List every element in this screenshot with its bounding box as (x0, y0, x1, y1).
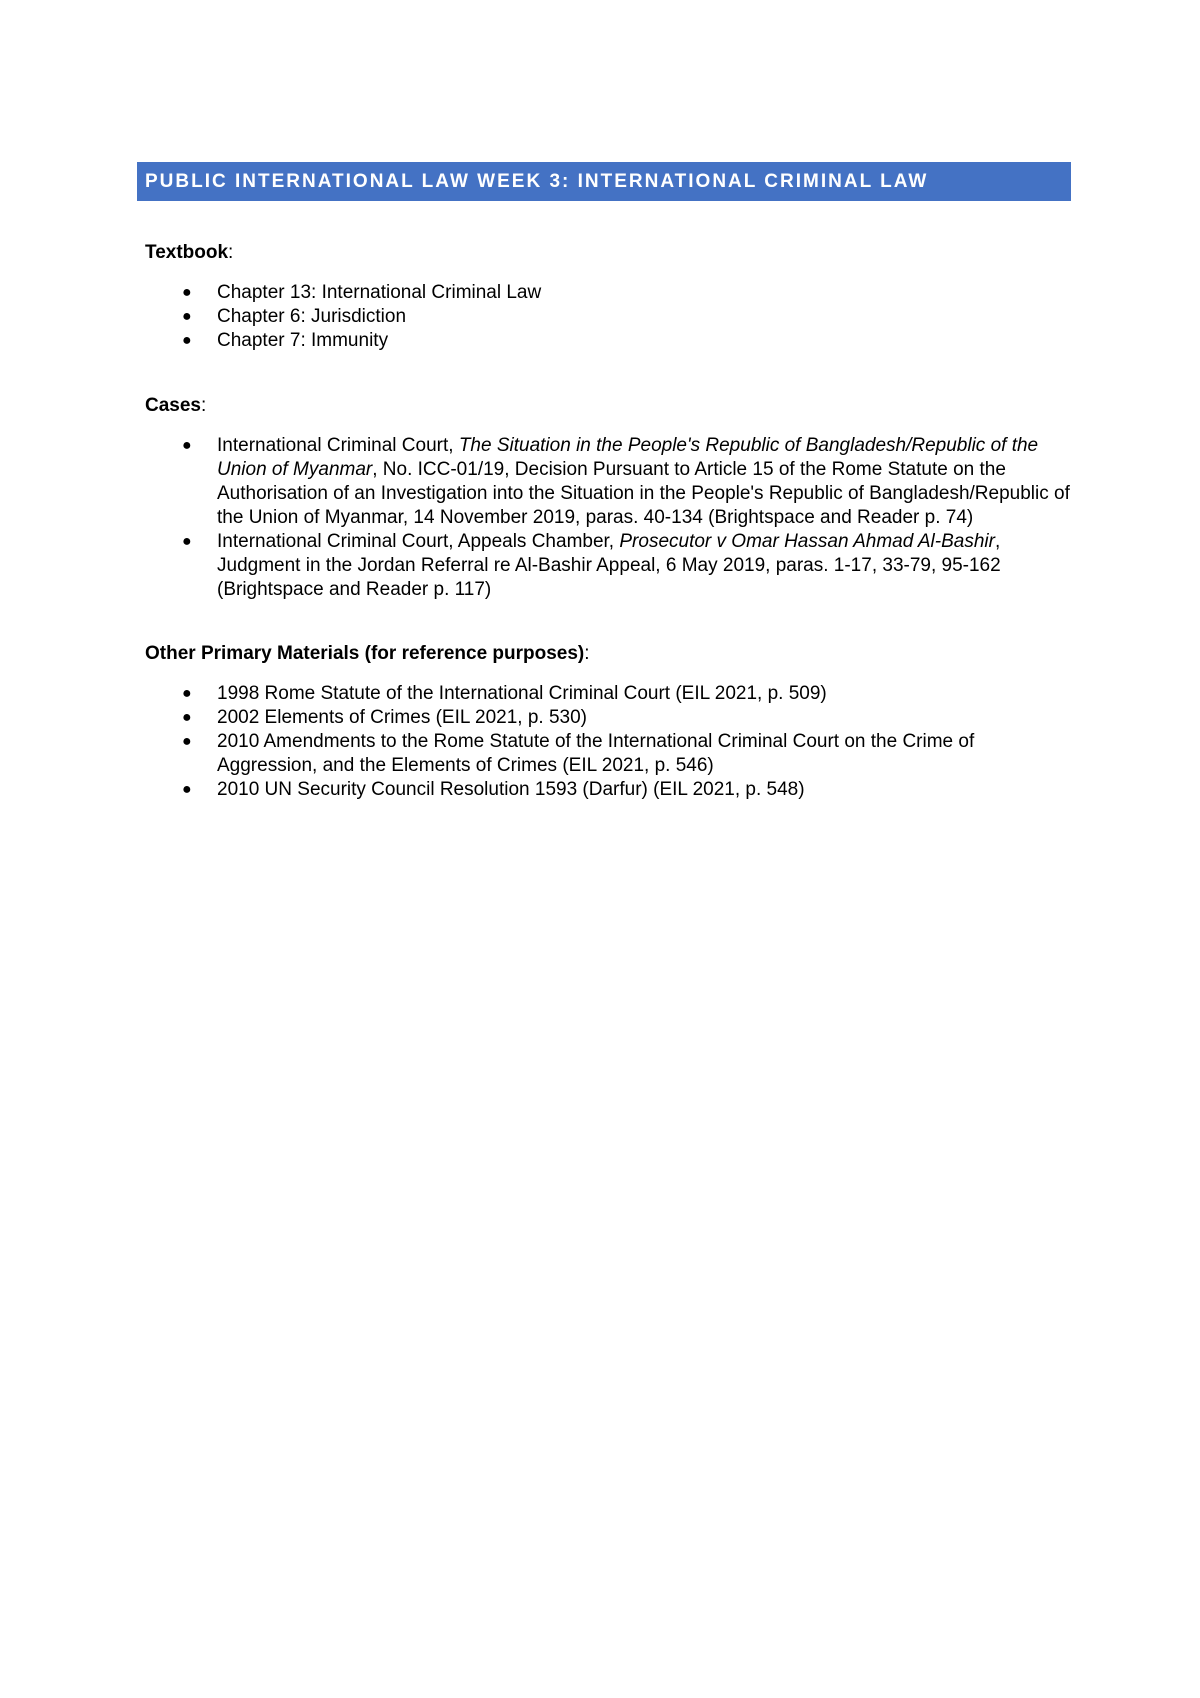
bullet-icon: ● (182, 733, 192, 750)
list-item-text: 1998 Rome Statute of the International Criminal Court (EIL 2021, p. 509) (217, 683, 827, 704)
textbook-list (145, 281, 1070, 353)
cases-section (145, 394, 1070, 602)
bullet-icon: ● (182, 533, 192, 550)
cases-heading-colon: : (201, 395, 207, 416)
textbook-heading (145, 241, 1070, 265)
other-materials-heading (145, 642, 1070, 666)
bullet-icon: ● (182, 332, 192, 349)
list-item-text: Chapter 13: International Criminal Law (217, 282, 542, 303)
list-item (145, 329, 1070, 353)
cases-heading-label: Cases (145, 395, 201, 416)
list-item (145, 682, 1070, 706)
bullet-icon: ● (182, 781, 192, 798)
bullet-icon: ● (182, 437, 192, 454)
list-item-text: 2010 Amendments to the Rome Statute of the International Criminal Court on the Crime of Aggression, and the Elements of Crimes (EIL 2021, p. 546) (217, 731, 975, 776)
other-materials-heading-colon: : (584, 643, 590, 664)
cases-heading (145, 394, 1070, 418)
other-materials-heading-label: Other Primary Materials (for reference purposes) (145, 643, 585, 664)
list-item (145, 530, 1070, 602)
other-materials-list (145, 682, 1070, 802)
document-body (145, 241, 1070, 802)
list-item (145, 281, 1070, 305)
case-text-after: , Judgment in the Jordan Referral re Al-Bashir Appeal, 6 May 2019, paras. 1-17, 33-79, 95-162 (Brightspace and Reader p. 117) (217, 531, 1001, 600)
list-item (145, 778, 1070, 802)
list-item (145, 706, 1070, 730)
bullet-icon: ● (182, 308, 192, 325)
textbook-section (145, 241, 1070, 353)
bullet-icon: ● (182, 709, 192, 726)
list-item-text: Chapter 6: Jurisdiction (217, 306, 407, 327)
other-materials-section (145, 642, 1070, 802)
textbook-heading-label: Textbook (145, 242, 229, 263)
list-item-text: Chapter 7: Immunity (217, 330, 389, 351)
list-item (145, 434, 1070, 530)
case-text-after: , No. ICC-01/19, Decision Pursuant to Article 15 of the Rome Statute on the Authorisation of an Investigation into the Situation in the People's Republic of Bangladesh/Republic of the Union of Myanmar, 14 November 2019, paras. 40-134 (Brightspace and Reader p. 74) (217, 459, 1070, 528)
list-item-text: 2002 Elements of Crimes (EIL 2021, p. 530) (217, 707, 587, 728)
list-item-text: 2010 UN Security Council Resolution 1593 (Darfur) (EIL 2021, p. 548) (217, 779, 805, 800)
list-item (145, 305, 1070, 329)
bullet-icon: ● (182, 284, 192, 301)
case-name-italic: The Situation in the People's Republic of Bangladesh/Republic of the Union of Myanmar (217, 435, 1039, 480)
list-item (145, 730, 1070, 778)
case-text-before: International Criminal Court, Appeals Chamber, (217, 531, 620, 552)
case-text-before: International Criminal Court, (217, 435, 459, 456)
cases-list (145, 434, 1070, 602)
title-bar (137, 162, 1071, 201)
page-title: PUBLIC INTERNATIONAL LAW WEEK 3: INTERNATIONAL CRIMINAL LAW (145, 170, 929, 192)
case-name-italic: Prosecutor v Omar Hassan Ahmad Al-Bashir (619, 531, 995, 552)
bullet-icon: ● (182, 685, 192, 702)
textbook-heading-colon: : (228, 242, 234, 263)
